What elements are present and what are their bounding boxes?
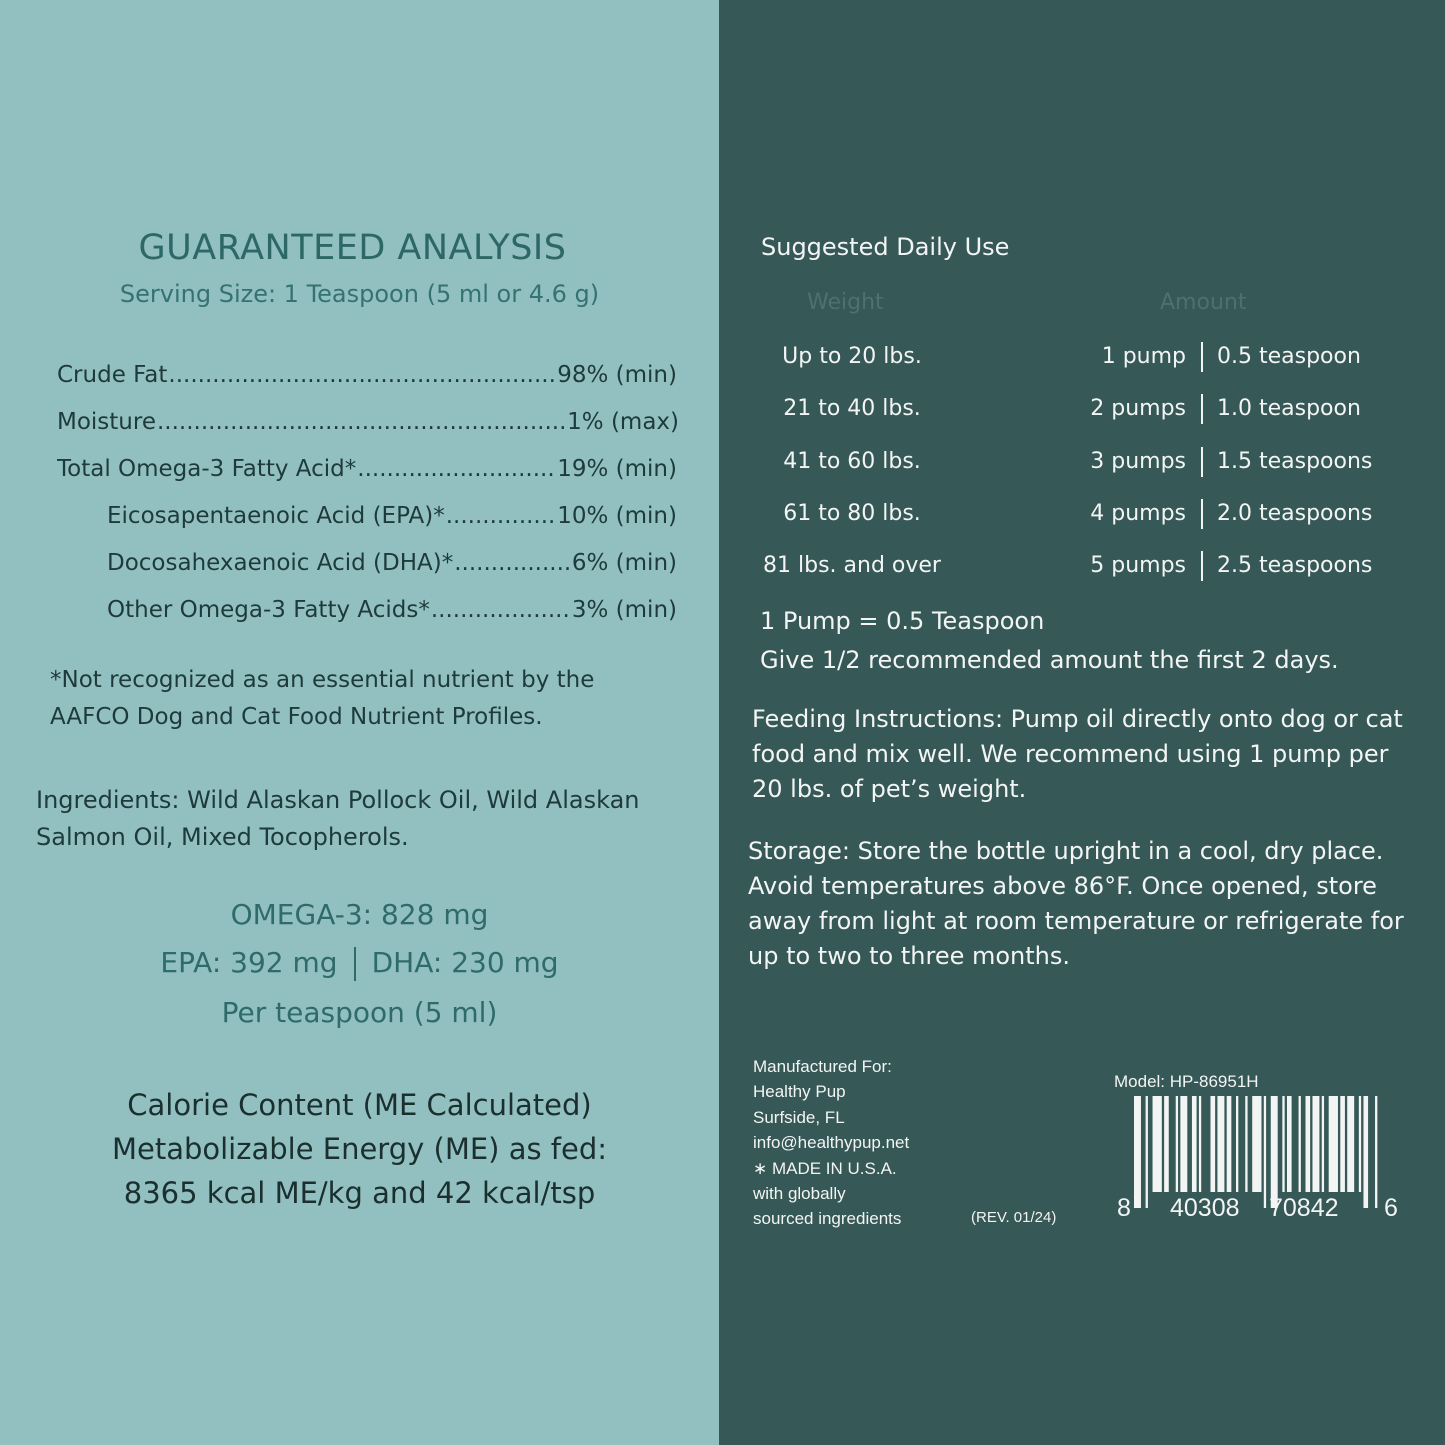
analysis-row <box>107 550 677 584</box>
dosage-row <box>719 547 1445 587</box>
dosage-weight: 61 to 80 lbs. <box>783 501 921 526</box>
analysis-name: Crude Fat <box>57 362 168 388</box>
first-days-note: Give 1/2 recommended amount the first 2 days. <box>760 646 1339 674</box>
barcode-bar <box>1252 1096 1261 1192</box>
dosage-row <box>719 338 1445 378</box>
analysis-value: 3% (min) <box>571 597 677 623</box>
barcode-digit-first: 8 <box>1117 1194 1131 1222</box>
analysis-row <box>57 409 679 443</box>
barcode-bar <box>1134 1096 1141 1208</box>
ingredients-line: Ingredients: Wild Alaskan Pollock Oil, Wild Alaskan <box>36 786 640 814</box>
revision-code: (REV. 01/24) <box>971 1209 1057 1226</box>
analysis-value: 6% (min) <box>571 550 677 576</box>
analysis-value: 19% (min) <box>557 456 677 482</box>
dosage-pumps: 1 pump <box>1101 344 1186 369</box>
manufacturer-email: info@healthypup.net <box>753 1133 910 1153</box>
barcode-bar <box>1282 1096 1284 1192</box>
leader-dots <box>454 550 571 576</box>
dosage-teaspoons: 1.0 teaspoon <box>1217 396 1361 421</box>
barcode-bar <box>1347 1096 1354 1192</box>
dosage-row <box>719 443 1445 483</box>
analysis-row <box>57 362 677 396</box>
dha-amount: DHA: 230 mg <box>371 946 559 979</box>
analysis-value: 1% (max) <box>567 409 679 435</box>
divider <box>1201 394 1203 424</box>
model-number: Model: HP-86951H <box>1114 1072 1259 1091</box>
leader-dots <box>431 597 571 623</box>
barcode-digit-last: 6 <box>1384 1194 1398 1222</box>
barcode-bar <box>1245 1096 1247 1192</box>
weight-header: Weight <box>807 290 884 315</box>
manufacturer-line: ∗ MADE IN U.S.A. <box>753 1158 897 1178</box>
pump-equivalence: 1 Pump = 0.5 Teaspoon <box>760 607 1045 635</box>
feeding-line: food and mix well. We recommend using 1 pump per <box>752 740 1389 768</box>
manufacturer-line: Healthy Pup <box>753 1082 846 1102</box>
analysis-name: Docosahexaenoic Acid (DHA)* <box>107 550 454 576</box>
barcode-bars <box>1134 1096 1382 1208</box>
barcode-group-1: 40308 <box>1170 1194 1240 1222</box>
feeding-instructions <box>752 702 1403 807</box>
leader-dots <box>168 362 556 388</box>
barcode-bar <box>1153 1096 1162 1192</box>
dosage-weight: Up to 20 lbs. <box>782 344 922 369</box>
barcode-bar <box>1217 1096 1224 1192</box>
epa-dha-line <box>0 946 719 981</box>
manufacturer-line: Manufactured For: <box>753 1057 892 1076</box>
analysis-value: 98% (min) <box>557 362 677 388</box>
leader-dots <box>357 456 556 482</box>
left-panel <box>0 0 719 1445</box>
guaranteed-analysis-title: GUARANTEED ANALYSIS <box>138 228 567 268</box>
barcode-bar <box>1363 1096 1368 1208</box>
footnote-line: AAFCO Dog and Cat Food Nutrient Profiles. <box>50 704 543 730</box>
analysis-row <box>107 503 677 537</box>
leader-dots <box>157 409 566 435</box>
barcode-group-2: 70842 <box>1269 1194 1339 1222</box>
dosage-teaspoons: 2.0 teaspoons <box>1217 501 1373 526</box>
dosage-weight: 81 lbs. and over <box>763 553 941 578</box>
storage-line: away from light at room temperature or refrigerate for <box>748 907 1404 935</box>
barcode-bar <box>1359 1096 1361 1192</box>
dosage-pumps: 5 pumps <box>1090 553 1186 578</box>
upc-barcode <box>1114 1096 1404 1226</box>
dosage-pumps: 3 pumps <box>1090 449 1186 474</box>
analysis-value: 10% (min) <box>557 503 677 529</box>
calorie-line: Metabolizable Energy (ME) as fed: <box>111 1132 608 1166</box>
storage-line: up to two to three months. <box>748 942 1071 970</box>
divider <box>1201 551 1203 581</box>
barcode-bar <box>1199 1096 1201 1192</box>
storage-instructions <box>748 834 1404 974</box>
dosage-row <box>719 495 1445 535</box>
per-teaspoon: Per teaspoon (5 ml) <box>221 996 498 1029</box>
dosage-teaspoons: 0.5 teaspoon <box>1217 344 1361 369</box>
manufacturer-info <box>753 1054 909 1232</box>
dosage-row <box>719 390 1445 430</box>
barcode-bar <box>1375 1096 1377 1208</box>
barcode-bar <box>1236 1096 1238 1192</box>
calorie-content <box>0 1083 719 1215</box>
dosage-teaspoons: 1.5 teaspoons <box>1217 449 1373 474</box>
barcode-bar <box>1192 1096 1197 1192</box>
analysis-row <box>107 597 677 631</box>
dosage-pumps: 4 pumps <box>1090 501 1186 526</box>
dosage-pumps: 2 pumps <box>1090 396 1186 421</box>
analysis-name: Eicosapentaenoic Acid (EPA)* <box>107 503 445 529</box>
aafco-footnote <box>50 662 690 736</box>
barcode-bar <box>1264 1096 1266 1208</box>
barcode-bar <box>1227 1096 1232 1192</box>
barcode-bar <box>1340 1096 1345 1192</box>
barcode-bar <box>1164 1096 1169 1192</box>
barcode-bar <box>1306 1096 1311 1192</box>
storage-line: Avoid temperatures above 86°F. Once opened, store <box>748 872 1377 900</box>
barcode-bar <box>1146 1096 1148 1208</box>
omega3-total: OMEGA-3: 828 mg <box>230 898 489 931</box>
barcode-bar <box>1271 1096 1278 1208</box>
barcode-bar <box>1299 1096 1301 1192</box>
footnote-line: *Not recognized as an essential nutrient by the <box>50 667 595 693</box>
analysis-name: Total Omega-3 Fatty Acid* <box>57 456 357 482</box>
dosage-weight: 21 to 40 lbs. <box>783 396 921 421</box>
ingredients <box>36 782 696 856</box>
barcode-bar <box>1287 1096 1292 1192</box>
analysis-row <box>57 456 677 490</box>
barcode-bar <box>1329 1096 1338 1192</box>
feeding-line: 20 lbs. of pet’s weight. <box>752 775 1027 803</box>
epa-amount: EPA: 392 mg <box>160 946 338 979</box>
manufacturer-line: with globally <box>753 1184 846 1204</box>
divider <box>1201 499 1203 529</box>
ingredients-line: Salmon Oil, Mixed Tocopherols. <box>36 823 409 851</box>
manufacturer-line: Surfside, FL <box>753 1107 845 1127</box>
barcode-bar <box>1210 1096 1215 1192</box>
calorie-line: 8365 kcal ME/kg and 42 kcal/tsp <box>123 1176 596 1210</box>
barcode-bar <box>1180 1096 1187 1192</box>
storage-line: Storage: Store the bottle upright in a cool, dry place. <box>748 837 1384 865</box>
analysis-name: Other Omega-3 Fatty Acids* <box>107 597 430 623</box>
suggested-daily-use-title: Suggested Daily Use <box>761 233 1010 261</box>
barcode-bar <box>1176 1096 1178 1192</box>
amount-header: Amount <box>1160 290 1247 315</box>
barcode-bar <box>1312 1096 1319 1192</box>
barcode-bar <box>1322 1096 1324 1192</box>
manufacturer-line: sourced ingredients <box>753 1209 902 1229</box>
divider <box>1201 447 1203 477</box>
divider <box>354 947 356 981</box>
calorie-line: Calorie Content (ME Calculated) <box>127 1088 592 1122</box>
analysis-name: Moisture <box>57 409 156 435</box>
dosage-weight: 41 to 60 lbs. <box>783 449 921 474</box>
serving-size: Serving Size: 1 Teaspoon (5 ml or 4.6 g) <box>119 280 600 308</box>
leader-dots <box>446 503 557 529</box>
feeding-line: Feeding Instructions: Pump oil directly onto dog or cat <box>752 705 1403 733</box>
dosage-teaspoons: 2.5 teaspoons <box>1217 553 1373 578</box>
pump-notes <box>760 602 1339 680</box>
divider <box>1201 342 1203 372</box>
